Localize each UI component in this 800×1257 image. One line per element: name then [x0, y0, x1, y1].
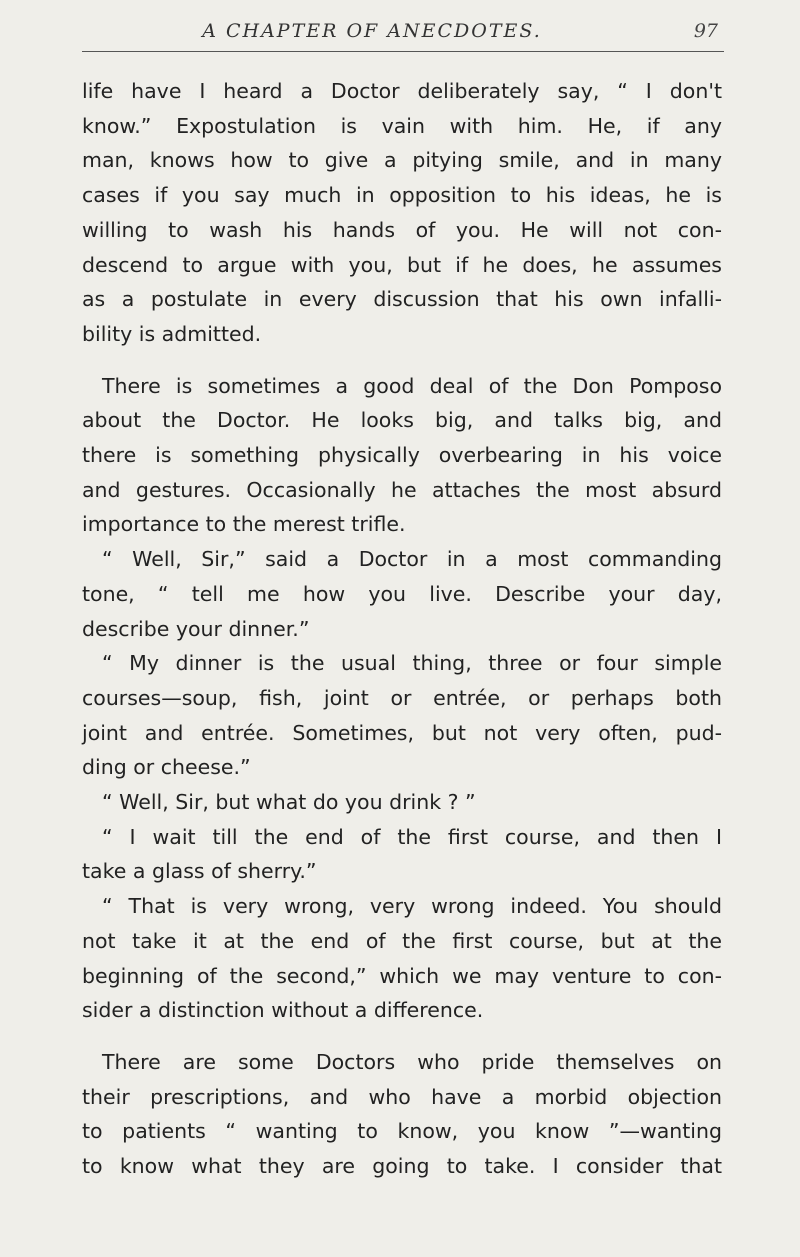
paragraph-gap	[82, 352, 722, 369]
text-line: life have I heard a Doctor deliberately say, “ I don't	[82, 79, 722, 103]
text-line: importance to the merest trifle.	[82, 512, 406, 537]
running-header	[82, 18, 722, 52]
text-line: willing to wash his hands of you. He will not con-	[82, 217, 722, 242]
paragraph-2	[82, 369, 722, 543]
text-line: and gestures. Occasionally he attaches the most absurd	[82, 477, 722, 502]
text-line: “ Well, Sir, but what do you drink ? ”	[102, 790, 476, 815]
text-line: descend to argue with you, but if he does, he assumes	[82, 252, 722, 277]
page-number: 97	[693, 20, 718, 42]
text-line: cases if you say much in opposition to his ideas, he is	[82, 183, 722, 208]
running-title: A CHAPTER OF ANECDOTES.	[202, 20, 542, 42]
text-line: joint and entrée. Sometimes, but not very often, pud-	[82, 720, 722, 745]
text-line: man, knows how to give a pitying smile, and in many	[82, 148, 722, 173]
text-line: take a glass of sherry.”	[82, 859, 317, 884]
text-line: “ That is very wrong, very wrong indeed. You should	[102, 894, 722, 919]
text-line: tone, “ tell me how you live. Describe your day,	[82, 581, 722, 606]
paragraph-gap	[82, 1028, 722, 1045]
paragraph-5	[82, 785, 722, 820]
text-line: “ Well, Sir,” said a Doctor in a most commanding	[102, 547, 722, 572]
text-line: courses—soup, fish, joint or entrée, or perhaps both	[82, 685, 722, 710]
text-line: There are some Doctors who pride themselves on	[102, 1049, 722, 1074]
paragraph-3	[82, 542, 722, 646]
text-line: to know what they are going to take. I consider that	[82, 1154, 722, 1179]
text-line: to patients “ wanting to know, you know ”—wanting	[82, 1119, 722, 1144]
paragraph-4	[82, 646, 722, 785]
text-line: their prescriptions, and who have a morbid objection	[82, 1084, 722, 1109]
text-line: beginning of the second,” which we may venture to con-	[82, 963, 722, 988]
paragraph-6	[82, 820, 722, 889]
text-line: describe your dinner.”	[82, 616, 310, 641]
text-line: There is sometimes a good deal of the Don Pomposo	[102, 373, 722, 398]
text-line: not take it at the end of the first course, but at the	[82, 928, 722, 953]
text-line: know.” Expostulation is vain with him. He, if any	[82, 113, 722, 138]
text-line: bility is admitted.	[82, 321, 262, 346]
text-line: sider a distinction without a difference.	[82, 998, 484, 1023]
paragraph-1	[82, 74, 722, 352]
paragraph-7	[82, 889, 722, 1028]
text-line: about the Doctor. He looks big, and talks big, and	[82, 408, 722, 433]
text-line: ding or cheese.”	[82, 755, 251, 780]
text-line: “ My dinner is the usual thing, three or four simple	[102, 651, 722, 676]
paragraph-8	[82, 1045, 722, 1184]
text-line: there is something physically overbearing in his voice	[82, 443, 722, 468]
text-line: “ I wait till the end of the first course, and then I	[102, 824, 722, 849]
header-rule	[82, 51, 724, 52]
page-body	[82, 74, 722, 1184]
text-line: as a postulate in every discussion that his own infalli-	[82, 287, 722, 312]
